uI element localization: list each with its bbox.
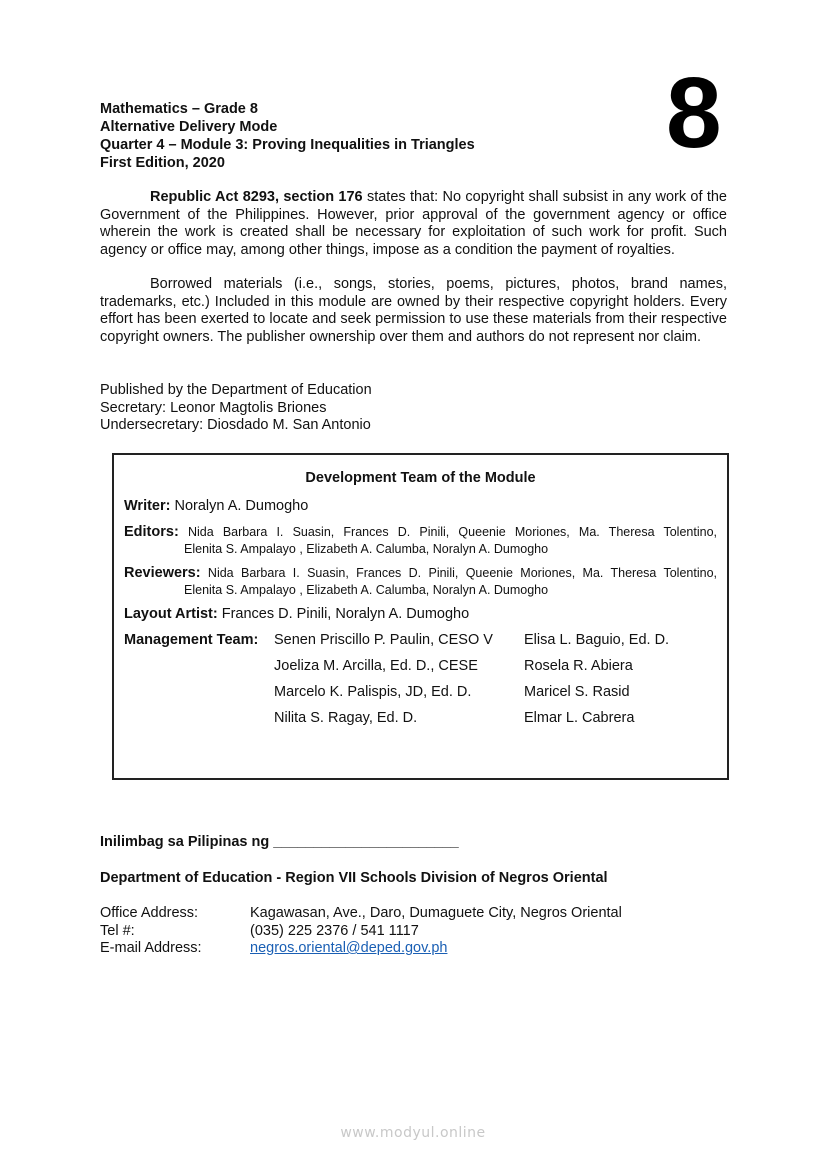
management-team xyxy=(124,632,717,732)
layout-label: Layout Artist: xyxy=(124,606,218,622)
law-reference: Republic Act 8293, section 176 xyxy=(150,189,363,205)
undersecretary-line: Undersecretary: Diosdado M. San Antonio xyxy=(100,417,371,434)
management-member: Elisa L. Baguio, Ed. D. xyxy=(524,632,670,648)
editors-label: Editors: xyxy=(124,524,179,540)
edition: First Edition, 2020 xyxy=(100,155,225,171)
email-link[interactable]: negros.oriental@deped.gov.ph xyxy=(250,940,448,956)
reviewers-row xyxy=(124,565,717,599)
tel-row xyxy=(100,923,700,941)
writer-name: Noralyn A. Dumogho xyxy=(170,498,309,514)
borrowed-materials-paragraph xyxy=(100,276,727,346)
team-title: Development Team of the Module xyxy=(305,470,536,486)
writer-label: Writer: xyxy=(124,498,171,514)
management-member: Elmar L. Cabrera xyxy=(524,710,635,726)
tel-value: (035) 225 2376 / 541 1117 xyxy=(250,922,419,939)
layout-artist-row xyxy=(124,606,717,623)
borrowed-text: Borrowed materials (i.e., songs, stories, poems, pictures, photos, brand names, trademarks, etc.) Included in this module are owned by their respective copyright holders. Every effort has been exerted to locate and seek permission to use these materials from their respective copyright owners. The publisher ownership over them and authors do not represent nor claim. xyxy=(100,276,727,345)
development-team-box xyxy=(112,453,729,780)
grade-number: 8 xyxy=(666,57,722,169)
office-address-row xyxy=(100,905,700,923)
module-header xyxy=(100,100,475,172)
management-member: Joeliza M. Arcilla, Ed. D., CESE xyxy=(274,658,478,674)
deped-division: Department of Education - Region VII Schools Division of Negros Oriental xyxy=(100,870,608,886)
delivery-mode: Alternative Delivery Mode xyxy=(100,119,278,135)
editors-row xyxy=(124,524,717,558)
editors-names-1: Nida Barbara I. Suasin, Frances D. Pinili, Queenie Moriones, Ma. Theresa Tolentino, xyxy=(178,525,717,539)
subject-grade: Mathematics – Grade 8 xyxy=(100,101,258,117)
reviewers-names-2: Elenita S. Ampalayo , Elizabeth A. Calumba, Noralyn A. Dumogho xyxy=(184,583,549,597)
copyright-paragraph xyxy=(100,189,727,259)
management-member: Marcelo K. Palispis, JD, Ed. D. xyxy=(274,684,472,700)
email-label: E-mail Address: xyxy=(100,940,202,956)
watermark: www.modyul.online xyxy=(340,1125,486,1141)
publisher-info xyxy=(100,382,372,435)
layout-names: Frances D. Pinili, Noralyn A. Dumogho xyxy=(217,606,470,622)
tel-label: Tel #: xyxy=(100,922,135,939)
writer-row xyxy=(124,498,717,515)
email-row xyxy=(100,940,700,958)
office-address-value: Kagawasan, Ave., Daro, Dumaguete City, Negros Oriental xyxy=(250,905,622,921)
contact-info xyxy=(100,905,700,958)
management-member: Senen Priscillo P. Paulin, CESO V xyxy=(274,632,493,648)
management-member: Nilita S. Ragay, Ed. D. xyxy=(274,710,418,726)
editors-names-2: Elenita S. Ampalayo , Elizabeth A. Calumba, Noralyn A. Dumogho xyxy=(184,542,549,556)
copyright-text: states that: No copyright shall subsist in any work of the Government of the Philippines. However, prior approval of the government agency or office wherein the work is created shall be necessary for exploitation of such work for profit. Such agency or office may, among other things, impose as a condition the payment of royalties. xyxy=(100,189,727,258)
module-title: Quarter 4 – Module 3: Proving Inequalities in Triangles xyxy=(100,137,475,153)
reviewers-label: Reviewers: xyxy=(124,565,201,581)
office-address-label: Office Address: xyxy=(100,905,199,921)
printed-in-line: Inilimbag sa Pilipinas ng _______________________ xyxy=(100,834,459,850)
management-member: Maricel S. Rasid xyxy=(524,684,630,700)
publisher-line: Published by the Department of Education xyxy=(100,382,372,398)
management-label: Management Team: xyxy=(124,632,259,648)
reviewers-names-1: Nida Barbara I. Suasin, Frances D. Pinili, Queenie Moriones, Ma. Theresa Tolentino, xyxy=(200,566,717,580)
secretary-line: Secretary: Leonor Magtolis Briones xyxy=(100,399,327,416)
management-member: Rosela R. Abiera xyxy=(524,658,633,674)
